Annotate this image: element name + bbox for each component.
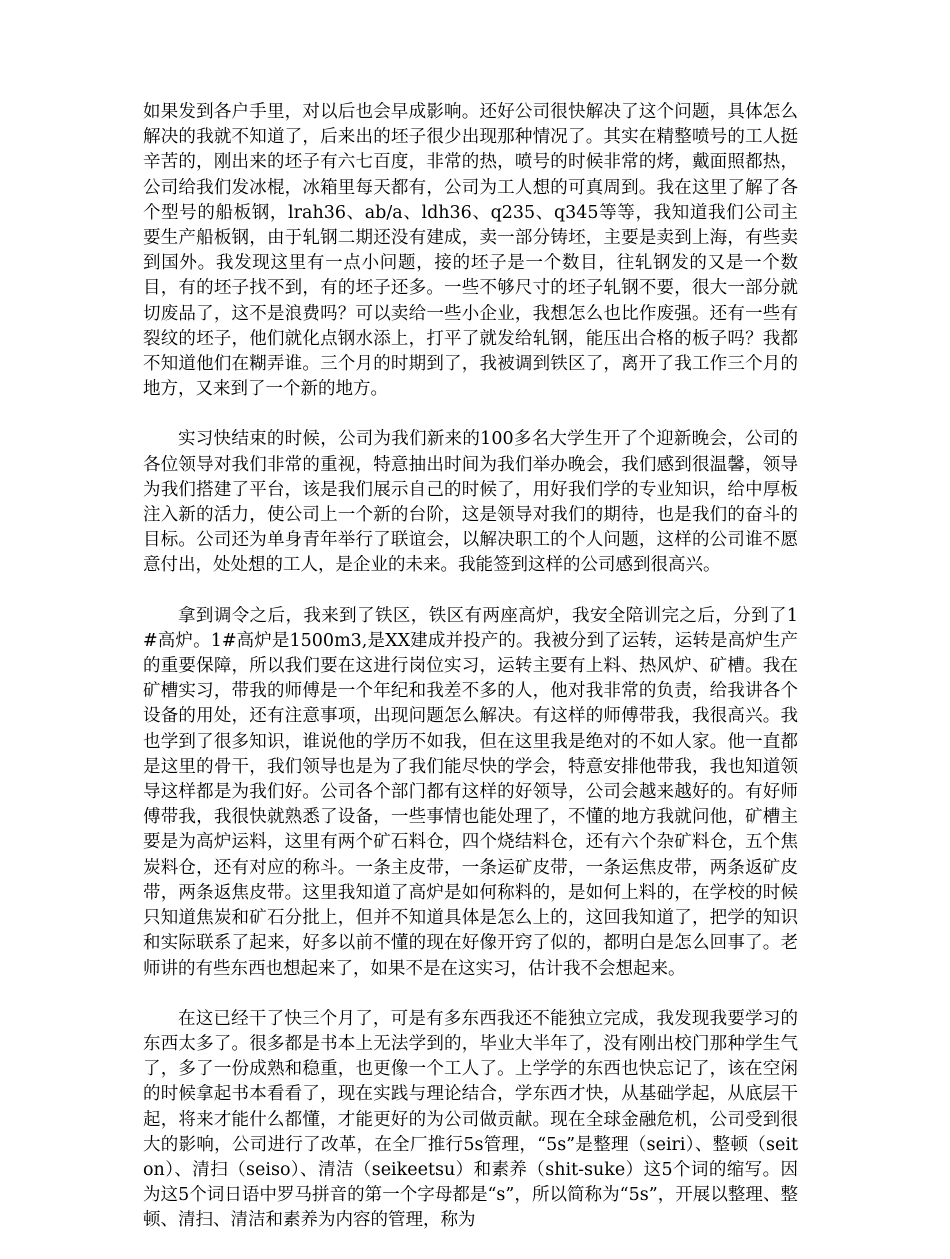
paragraph-3: 拿到调令之后，我来到了铁区，铁区有两座高炉，我安全陪训完之后，分到了1#高炉。1#高炉是1500m3,是XX建成并投产的。我被分到了运转，运转是高炉生产的重要保障，所以我们要在这进行岗位实习，运转主要有上料、热风炉、矿槽。我在矿槽实习，带我的师傅是一个年纪和我差不多的人，他对我非常的负责，给我讲各个设备的用处，还有注意事项，出现问题怎么解决。有这样的师傅带我，我很高兴。我也学到了很多知识，谁说他的学历不如我，但在这里我是绝对的不如人家。他一直都是这里的骨干，我们领导也是为了我们能尽快的学会，特意安排他带我，我也知道领导这样都是为我们好。公司各个部门都有这样的好领导，公司会越来越好的。有好师傅带我，我很快就熟悉了设备，一些事情也能处理了，不懂的地方我就问他，矿槽主要是为高炉运料，这里有两个矿石料仓，四个烧结料仓，还有六个杂矿料仓，五个焦炭料仓，还有对应的称斗。一条主皮带，一条运矿皮带，一条运焦皮带，两条返矿皮带，两条返焦皮带。这里我知道了高炉是如何称料的，是如何上料的，在学校的时候只知道焦炭和矿石分批上，但并不知道具体是怎么上的，这回我知道了，把学的知识和实际联系了起来，好多以前不懂的现在好像开窍了似的，都明白是怎么回事了。老师讲的有些东西也想起来了，如果不是在这实习，估计我不会想起来。 [143,605,798,979]
paragraph-2: 实习快结束的时候，公司为我们新来的100多名大学生开了个迎新晚会，公司的各位领导对我们非常的重视，特意抽出时间为我们举办晚会，我们感到很温馨，领导为我们搭建了平台，该是我们展示自己的时候了，用好我们学的专业知识，给中厚板注入新的活力，使公司上一个新的台阶，这是领导对我们的期待，也是我们的奋斗的目标。公司还为单身青年举行了联谊会，以解决职工的个人问题，这样的公司谁不愿意付出，处处想的工人，是企业的未来。我能签到这样的公司感到很高兴。 [143,429,798,576]
paragraph-4: 在这已经干了快三个月了，可是有多东西我还不能独立完成，我发现我要学习的东西太多了。很多都是书本上无法学到的，毕业大半年了，没有刚出校门那种学生气了，多了一份成熟和稳重，也更像一个工人了。上学学的东西也快忘记了，该在空闲的时候拿起书本看看了，现在实践与理论结合，学东西才快，从基础学起，从底层干起，将来才能什么都懂，才能更好的为公司做贡献。现在全球金融危机，公司受到很大的影响，公司进行了改革，在全厂推行5s管理，“5s”是整理（seiri）、整顿（seiton）、清扫（seiso）、清洁（seikeetsu）和素养（shit-suke）这5个词的缩写。因为这5个词日语中罗马拼音的第一个字母都是“s”，所以简称为“5s”，开展以整理、整顿、清扫、清洁和素养为内容的管理，称为 [143,1008,798,1231]
document-body [143,100,798,1259]
paragraph-1: 如果发到各户手里，对以后也会早成影响。还好公司很快解决了这个问题，具体怎么解决的我就不知道了，后来出的坯子很少出现那种情况了。其实在精整喷号的工人挺辛苦的，刚出来的坯子有六七百度，非常的热，喷号的时候非常的烤，戴面照都热，公司给我们发冰棍，冰箱里每天都有，公司为工人想的可真周到。我在这里了解了各个型号的船板钢，lrah36、ab/a、ldh36、q235、q345等等，我知道我们公司主要生产船板钢，由于轧钢二期还没有建成，卖一部分铸坯，主要是卖到上海，有些卖到国外。我发现这里有一点小问题，接的坯子是一个数目，往轧钢发的又是一个数目，有的坯子找不到，有的坯子还多。一些不够尺寸的坯子轧钢不要，很大一部分就切废品了，这不是浪费吗？可以卖给一些小企业，我想怎么也比作废强。还有一些有裂纹的坯子，他们就化点钢水添上，打平了就发给轧钢，能压出合格的板子吗？我都不知道他们在糊弄谁。三个月的时期到了，我被调到铁区了，离开了我工作三个月的地方，又来到了一个新的地方。 [143,102,798,400]
